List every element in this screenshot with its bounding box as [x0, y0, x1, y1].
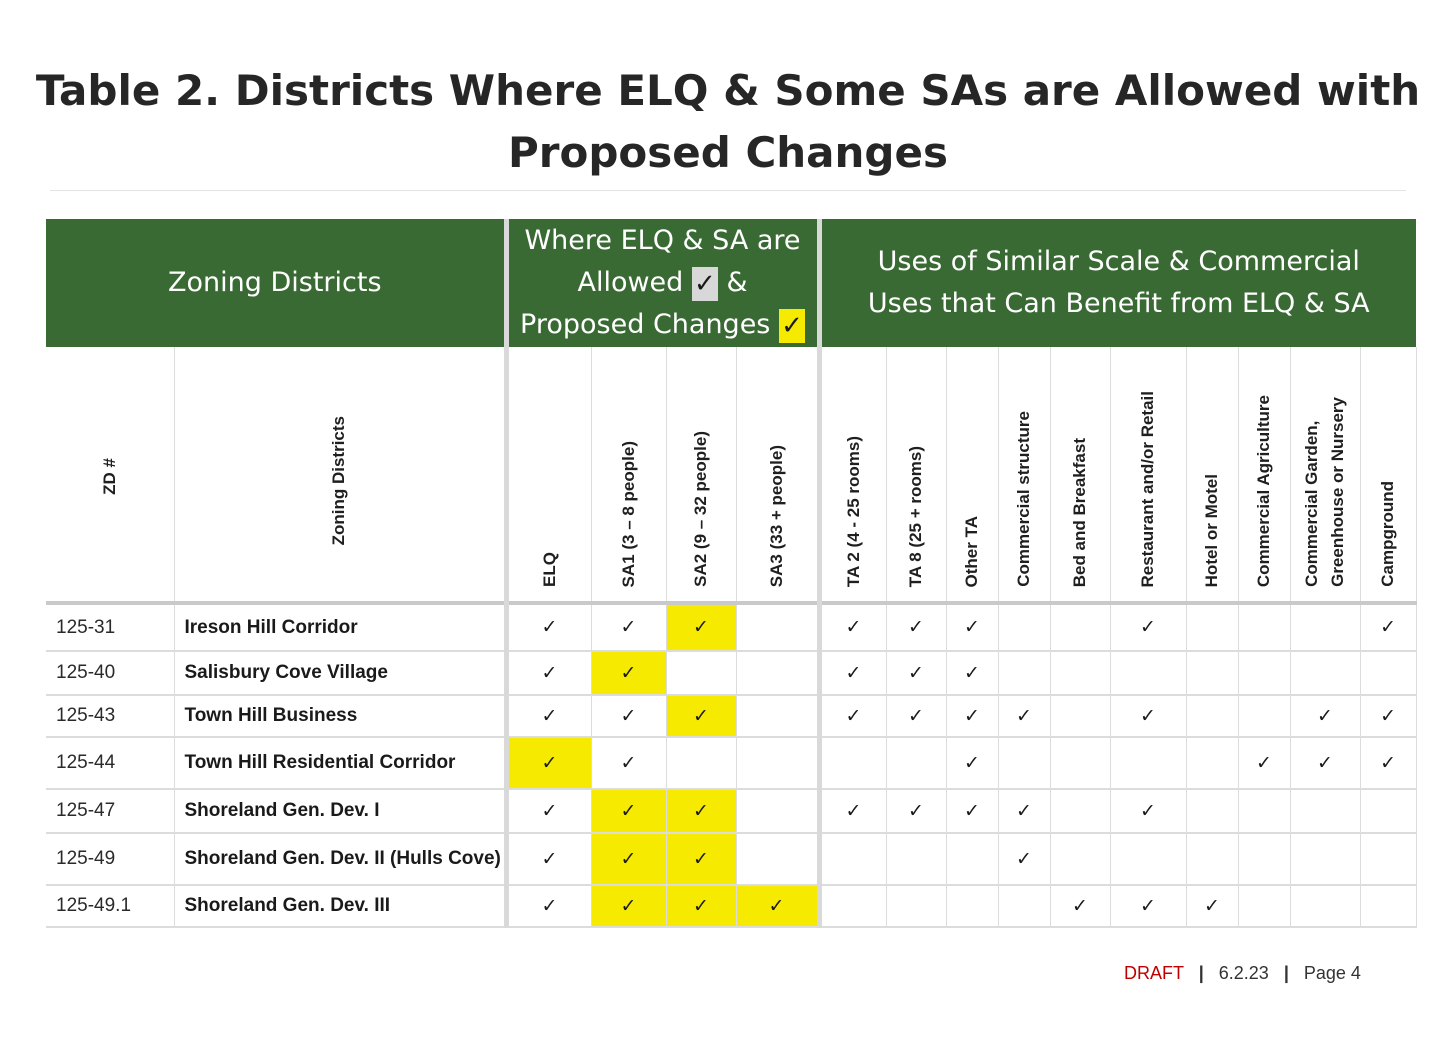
check-icon: ✓: [1110, 695, 1186, 737]
column-header-label: Other TA: [962, 515, 982, 587]
empty-cell: [886, 885, 946, 927]
empty-cell: [886, 737, 946, 789]
column-header-label: SA1 (3 – 8 people): [618, 440, 638, 587]
column-header: [1110, 347, 1186, 603]
column-header: [998, 347, 1050, 603]
footer-date: 6.2.23: [1218, 963, 1269, 983]
uses-line-1: Uses of Similar Scale & Commercial: [877, 246, 1360, 277]
group-header-zoning: [46, 219, 506, 347]
table-row: [46, 603, 1416, 651]
empty-cell: [736, 737, 819, 789]
check-icon: ✓: [591, 695, 666, 737]
check-icon: ✓: [1238, 737, 1290, 789]
column-header-label: TA 2 (4 - 25 rooms): [843, 435, 863, 587]
check-icon: ✓: [819, 651, 886, 695]
uses-line-2: Uses that Can Benefit from ELQ & SA: [867, 288, 1370, 319]
district-name-cell: Shoreland Gen. Dev. III: [174, 885, 506, 927]
column-header-label: ELQ: [539, 552, 559, 587]
check-icon: ✓: [998, 695, 1050, 737]
empty-cell: [946, 885, 998, 927]
empty-cell: [1050, 603, 1110, 651]
check-icon: ✓: [1290, 695, 1360, 737]
table-row: [46, 695, 1416, 737]
column-header-row: [46, 347, 1416, 603]
zd-number-cell: 125-31: [46, 603, 174, 651]
title-divider: [50, 190, 1406, 191]
gray-check-icon: ✓: [692, 267, 718, 301]
empty-cell: [1110, 833, 1186, 885]
district-name-cell: Salisbury Cove Village: [174, 651, 506, 695]
check-icon: ✓: [946, 737, 998, 789]
empty-cell: [1238, 833, 1290, 885]
empty-cell: [1360, 651, 1416, 695]
empty-cell: [1186, 651, 1238, 695]
empty-cell: [1290, 603, 1360, 651]
empty-cell: [1238, 651, 1290, 695]
empty-cell: [998, 885, 1050, 927]
district-name-cell: Town Hill Business: [174, 695, 506, 737]
check-icon: ✓: [819, 603, 886, 651]
column-header-label: SA3 (33 + people): [766, 444, 786, 587]
zd-number-cell: 125-49: [46, 833, 174, 885]
column-header-label: Campground: [1378, 481, 1398, 587]
check-icon: ✓: [1186, 885, 1238, 927]
empty-cell: [886, 833, 946, 885]
check-icon: ✓: [506, 833, 591, 885]
zoning-table: [46, 219, 1417, 928]
where-line-3: [509, 304, 817, 346]
district-name-cell: Ireson Hill Corridor: [174, 603, 506, 651]
check-icon: ✓: [1110, 885, 1186, 927]
empty-cell: [998, 651, 1050, 695]
check-icon: ✓: [1290, 737, 1360, 789]
empty-cell: [1186, 737, 1238, 789]
empty-cell: [1050, 833, 1110, 885]
empty-cell: [998, 737, 1050, 789]
table-row: [46, 833, 1416, 885]
title-line-2: Proposed Changes: [508, 128, 948, 177]
empty-cell: [736, 603, 819, 651]
title-line-1: Table 2. Districts Where ELQ & Some SAs are Allowed with: [35, 66, 1421, 115]
check-icon: ✓: [666, 885, 736, 927]
empty-cell: [1290, 833, 1360, 885]
empty-cell: [1050, 789, 1110, 833]
empty-cell: [819, 737, 886, 789]
column-header: [819, 347, 886, 603]
empty-cell: [1238, 885, 1290, 927]
zd-number-cell: 125-49.1: [46, 885, 174, 927]
column-header: [1186, 347, 1238, 603]
column-header: [1238, 347, 1290, 603]
check-icon: ✓: [666, 603, 736, 651]
where-line-1: Where ELQ & SA are: [524, 225, 801, 256]
check-icon: ✓: [506, 695, 591, 737]
table-body: [46, 603, 1416, 927]
empty-cell: [1360, 885, 1416, 927]
column-header: [174, 347, 506, 603]
empty-cell: [666, 651, 736, 695]
check-icon: ✓: [591, 833, 666, 885]
check-icon: ✓: [666, 789, 736, 833]
empty-cell: [1238, 603, 1290, 651]
table-row: [46, 737, 1416, 789]
empty-cell: [1290, 789, 1360, 833]
empty-cell: [1186, 833, 1238, 885]
empty-cell: [1360, 833, 1416, 885]
check-icon: ✓: [506, 651, 591, 695]
empty-cell: [946, 833, 998, 885]
draft-label: DRAFT: [1124, 963, 1184, 983]
empty-cell: [736, 789, 819, 833]
empty-cell: [1050, 651, 1110, 695]
column-header: [46, 347, 174, 603]
zd-number-cell: 125-47: [46, 789, 174, 833]
check-icon: ✓: [1360, 737, 1416, 789]
column-header: [1050, 347, 1110, 603]
column-header-label: TA 8 (25 + rooms): [906, 445, 926, 587]
table-row: [46, 789, 1416, 833]
empty-cell: [1050, 695, 1110, 737]
empty-cell: [736, 833, 819, 885]
column-header: [1290, 347, 1360, 603]
check-icon: ✓: [886, 603, 946, 651]
district-name-cell: Town Hill Residential Corridor: [174, 737, 506, 789]
empty-cell: [1290, 885, 1360, 927]
column-header-label: Bed and Breakfast: [1070, 437, 1090, 587]
empty-cell: [819, 833, 886, 885]
column-header-label: SA2 (9 – 32 people): [691, 431, 711, 587]
column-header-label: Commercial Agriculture: [1254, 394, 1274, 587]
check-icon: ✓: [998, 789, 1050, 833]
column-header-label: ZD #: [99, 458, 119, 495]
zd-number-cell: 125-43: [46, 695, 174, 737]
check-icon: ✓: [946, 695, 998, 737]
column-header-label: Commercial structure: [1014, 411, 1034, 587]
empty-cell: [1186, 603, 1238, 651]
check-icon: ✓: [506, 737, 591, 789]
empty-cell: [1110, 651, 1186, 695]
district-name-cell: Shoreland Gen. Dev. II (Hulls Cove): [174, 833, 506, 885]
check-icon: ✓: [886, 695, 946, 737]
empty-cell: [736, 651, 819, 695]
district-name-cell: Shoreland Gen. Dev. I: [174, 789, 506, 833]
check-icon: ✓: [998, 833, 1050, 885]
check-icon: ✓: [506, 885, 591, 927]
footer-separator: |: [1283, 963, 1289, 983]
check-icon: ✓: [1110, 603, 1186, 651]
check-icon: ✓: [506, 603, 591, 651]
empty-cell: [1110, 737, 1186, 789]
column-header-label: Zoning Districts: [329, 415, 348, 545]
check-icon: ✓: [591, 789, 666, 833]
where-allowed-label: Allowed: [577, 267, 684, 298]
zd-number-cell: 125-44: [46, 737, 174, 789]
column-header-label: Restaurant and/or Retail: [1138, 390, 1158, 587]
column-header: [666, 347, 736, 603]
empty-cell: [998, 603, 1050, 651]
check-icon: ✓: [591, 737, 666, 789]
check-icon: ✓: [666, 695, 736, 737]
column-header: [1360, 347, 1416, 603]
check-icon: ✓: [666, 833, 736, 885]
empty-cell: [666, 737, 736, 789]
footer-page: Page 4: [1303, 963, 1361, 983]
group-header-zoning-label: Zoning Districts: [168, 267, 382, 298]
column-header: [506, 347, 591, 603]
check-icon: ✓: [591, 651, 666, 695]
check-icon: ✓: [1360, 695, 1416, 737]
empty-cell: [1238, 695, 1290, 737]
check-icon: ✓: [736, 885, 819, 927]
where-amp: &: [726, 267, 748, 298]
empty-cell: [1186, 789, 1238, 833]
empty-cell: [1290, 651, 1360, 695]
check-icon: ✓: [1360, 603, 1416, 651]
column-header: [591, 347, 666, 603]
table-row: [46, 651, 1416, 695]
check-icon: ✓: [591, 603, 666, 651]
empty-cell: [1360, 789, 1416, 833]
empty-cell: [1186, 695, 1238, 737]
column-header: [886, 347, 946, 603]
check-icon: ✓: [1050, 885, 1110, 927]
check-icon: ✓: [886, 789, 946, 833]
proposed-changes-label: Proposed Changes: [520, 309, 771, 340]
empty-cell: [736, 695, 819, 737]
column-header: [736, 347, 819, 603]
check-icon: ✓: [819, 695, 886, 737]
empty-cell: [1238, 789, 1290, 833]
zd-number-cell: 125-40: [46, 651, 174, 695]
empty-cell: [819, 885, 886, 927]
group-header-uses: [819, 219, 1416, 347]
footer-separator: |: [1198, 963, 1204, 983]
check-icon: ✓: [886, 651, 946, 695]
column-header-label: Commercial Garden, Greenhouse or Nursery: [1302, 397, 1348, 587]
check-icon: ✓: [946, 789, 998, 833]
page-footer: [1124, 963, 1361, 984]
where-line-2: [509, 262, 817, 304]
check-icon: ✓: [506, 789, 591, 833]
column-header-label: Hotel or Motel: [1202, 473, 1222, 587]
group-header-where-allowed: [506, 219, 819, 347]
check-icon: ✓: [946, 603, 998, 651]
yellow-check-icon: ✓: [779, 309, 805, 343]
page-title: [0, 60, 1456, 184]
check-icon: ✓: [591, 885, 666, 927]
check-icon: ✓: [946, 651, 998, 695]
column-header: [946, 347, 998, 603]
table-row: [46, 885, 1416, 927]
check-icon: ✓: [819, 789, 886, 833]
empty-cell: [1050, 737, 1110, 789]
check-icon: ✓: [1110, 789, 1186, 833]
